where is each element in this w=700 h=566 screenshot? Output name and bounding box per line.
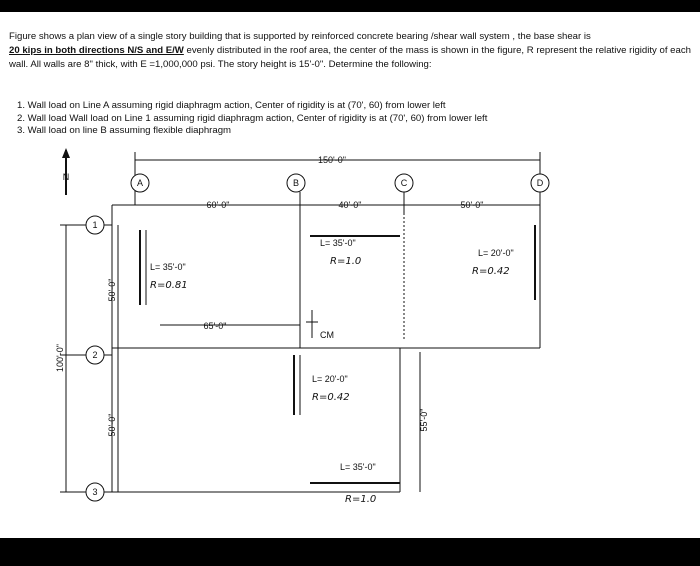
dim-b-c: 40'-0" — [338, 200, 362, 210]
dim-overall-width: 150'-0" — [318, 155, 346, 165]
wall-d-length: L= 20'-0" — [478, 248, 514, 258]
grid-d-label: D — [536, 178, 544, 188]
dim-overall-height: 100'-0" — [55, 344, 65, 372]
wall-3-length: L= 35'-0" — [340, 462, 376, 472]
wall-1-length: L= 35'-0" — [320, 238, 356, 248]
grid-2-label: 2 — [92, 350, 98, 360]
wall-a-rigidity: R=0.81 — [150, 280, 188, 291]
intro-text: Figure shows a plan view of a single story building that is supported by reinforced concrete bearing /shear wall system , the base shear is — [9, 31, 591, 42]
dim-line1-wall: 65'-0" — [203, 321, 227, 331]
wall-3-rigidity: R=1.0 — [345, 494, 377, 505]
task-item: 1. Wall load on Line A assuming rigid diaphragm action, Center of rigidity is at (70', 60) from lower left — [17, 100, 446, 111]
wall-1-rigidity: R=1.0 — [330, 256, 362, 267]
wall-b-rigidity: R=0.42 — [312, 392, 350, 403]
north-label: N — [62, 172, 70, 182]
wall-b-length: L= 20'-0" — [312, 374, 348, 384]
dim-c-d: 50'-0" — [460, 200, 484, 210]
grid-b-label: B — [292, 178, 300, 188]
task-item: 2. Wall load Wall load on Line 1 assuming rigid diaphragm action, Center of rigidity is at (70', 60) from lower left — [17, 112, 488, 124]
task-item: 3. Wall load on line B assuming flexible diaphragm — [17, 125, 232, 136]
cm-label: CM — [320, 330, 334, 340]
grid-a-label: A — [136, 178, 144, 188]
dim-2-3: 50'-0" — [107, 413, 117, 437]
dim-1-2: 50'-0" — [107, 278, 117, 302]
wall-a-length: L= 35'-0" — [150, 262, 186, 272]
grid-c-label: C — [400, 178, 408, 188]
dim-right-wing: 55'-0" — [419, 408, 429, 432]
grid-1-label: 1 — [92, 220, 98, 230]
intro-text-continued: evenly distributed in the roof area, the center of the mass is shown in the figure, R represent the relative rigidity of each wall. All walls are 8" thick, with E =1,000,000 psi. The story height is 15'-0". Determine the following: — [9, 45, 691, 70]
base-shear-underlined: 20 kips in both directions N/S and E/W — [9, 45, 184, 56]
dim-a-b: 60'-0" — [206, 200, 230, 210]
grid-3-label: 3 — [92, 487, 98, 497]
wall-d-rigidity: R=0.42 — [472, 266, 510, 277]
north-arrowhead-icon — [62, 148, 70, 158]
